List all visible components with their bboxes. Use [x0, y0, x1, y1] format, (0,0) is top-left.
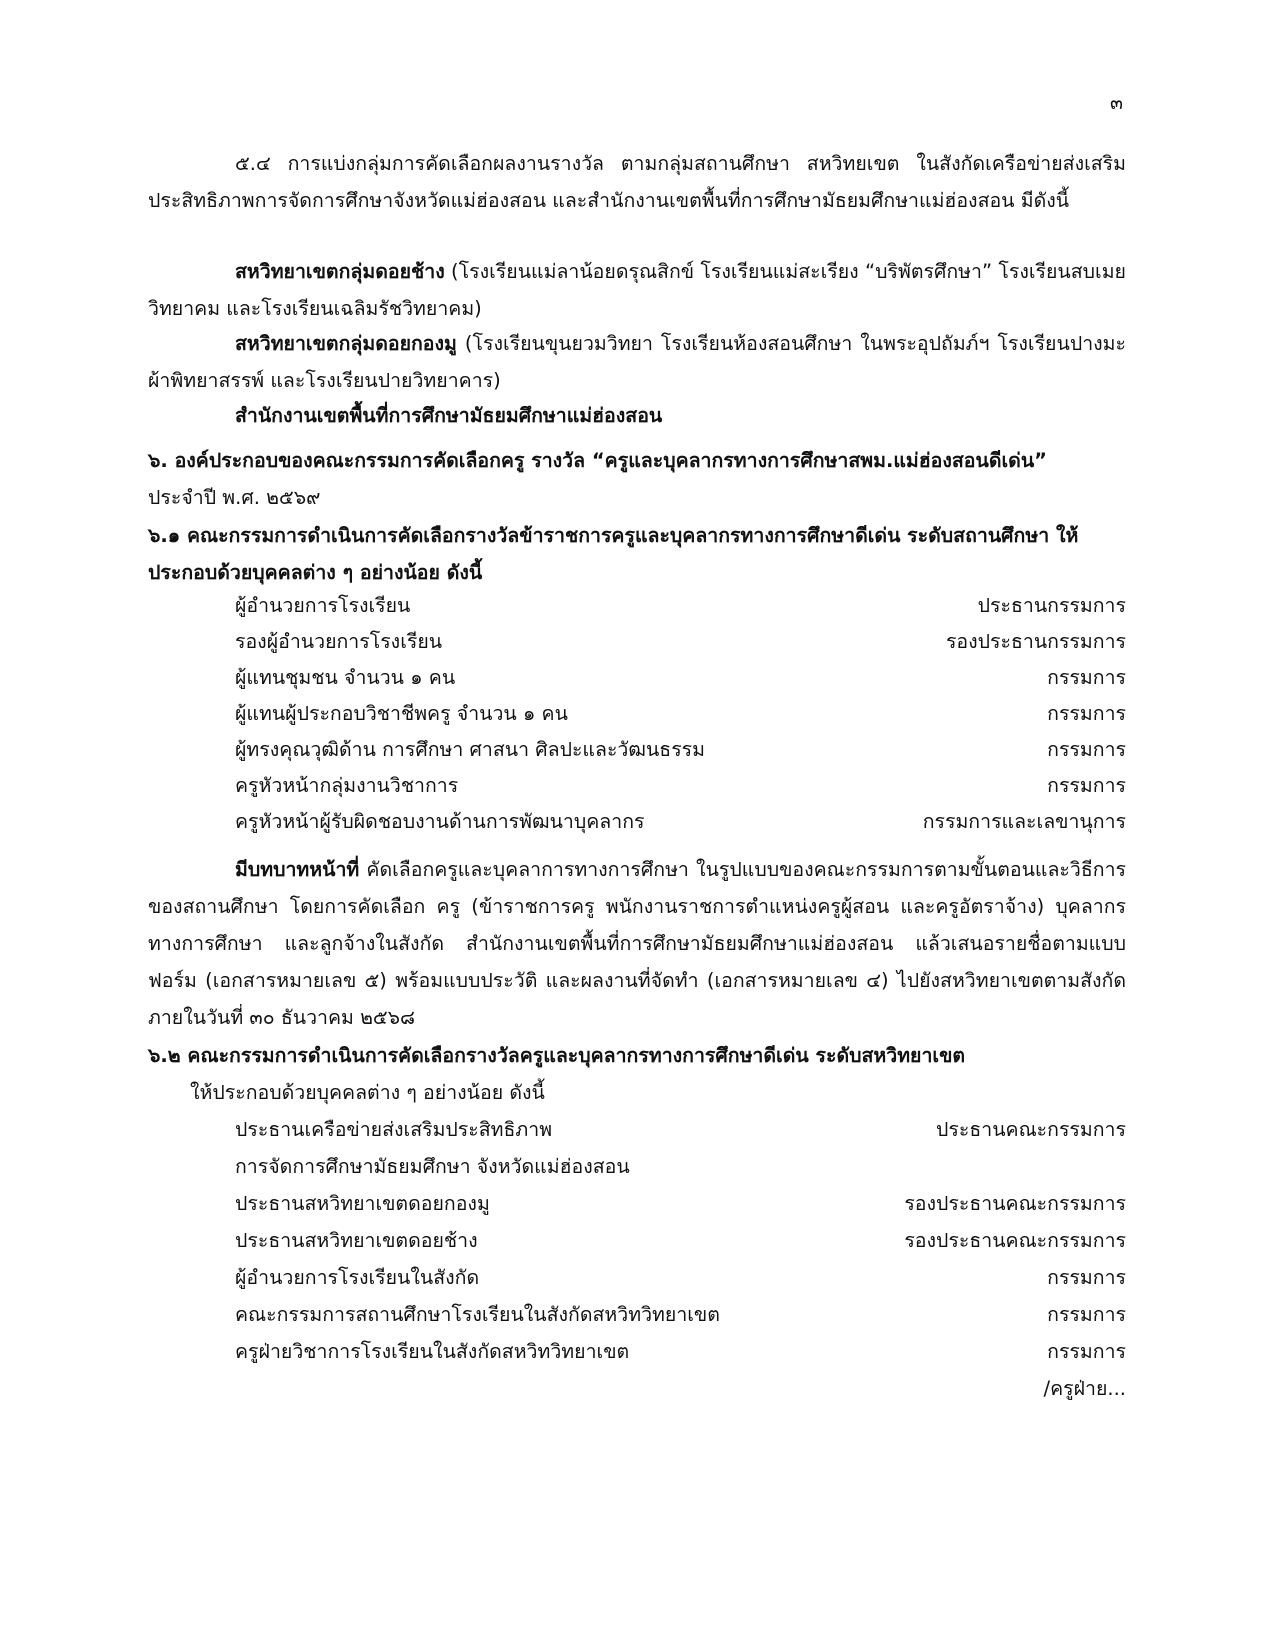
s62-member-row	[235, 1112, 1126, 1148]
member-role: รองประธานคณะกรรมการ	[904, 1229, 1126, 1252]
s61-member-row	[235, 804, 1126, 840]
member-role: กรรมการ	[1047, 1266, 1126, 1289]
member-name: ประธานสหวิทยาเขตดอยช้าง	[235, 1229, 478, 1252]
s61-member-row	[235, 660, 1126, 696]
member-role: กรรมการ	[1047, 1303, 1126, 1326]
page-number: ๓	[1110, 92, 1123, 114]
section-6-heading: ๖. องค์ประกอบของคณะกรรมการคัดเลือกครู รางวัล “ครูและบุคลากรทางการศึกษาสพม.แม่ฮ่องสอนดีเด่น”	[148, 449, 1047, 472]
duty-label: มีบทบาทหน้าที่	[235, 858, 360, 881]
s62-member-row	[235, 1334, 1126, 1370]
section-6-2-subtitle: ให้ประกอบด้วยบุคคลต่าง ๆ อย่างน้อย ดังนี้	[190, 1081, 545, 1104]
group-doikongmu-schools: (โรงเรียนขุนยวมวิทยา โรงเรียนห้องสอนศึกษา ในพระอุปถัมภ์ฯ โรงเรียนปางมะผ้าพิทยาสรรพ์ และโรงเรียนปายวิทยาคาร)	[148, 332, 1126, 392]
section-5-4-paragraph: ๕.๔ การแบ่งกลุ่มการคัดเลือกผลงานรางวัล ตามกลุ่มสถานศึกษา สหวิทยเขต ในสังกัดเครือข่ายส่งเสริมประสิทธิภาพการจัดการศึกษาจังหวัดแม่ฮ่องสอน และสำนักงานเขตพื้นที่การศึกษามัธยมศึกษาแม่ฮ่องสอน มีดังนี้	[148, 152, 1126, 212]
group-doichang-schools: (โรงเรียนแม่ลาน้อยดรุณสิกข์ โรงเรียนแม่สะเรียง “บริพัตรศึกษา” โรงเรียนสบเมยวิทยาคม และโรงเรียนเฉลิมรัชวิทยาคม)	[148, 260, 1126, 320]
section-6-2-heading: ๖.๒ คณะกรรมการดำเนินการคัดเลือกรางวัลครูและบุคลากรทางการศึกษาดีเด่น ระดับสหวิทยาเขต	[148, 1044, 966, 1067]
section-6-1-heading: ๖.๑ คณะกรรมการดำเนินการคัดเลือกรางวัลข้าราชการครูและบุคลากรทางการศึกษาดีเด่น ระดับสถานศึกษา ให้ประกอบด้วยบุคคลต่าง ๆ อย่างน้อย ดังนี้	[148, 524, 1079, 584]
member-name: การจัดการศึกษามัธยมศึกษา จังหวัดแม่ฮ่องสอน	[235, 1155, 630, 1178]
member-role: กรรมการ	[1047, 702, 1126, 725]
member-name: ครูฝ่ายวิชาการโรงเรียนในสังกัดสหวิทวิทยาเขต	[235, 1340, 630, 1363]
s62-member-row	[235, 1149, 1126, 1185]
s61-member-row	[235, 768, 1126, 804]
s62-member-row	[235, 1223, 1126, 1259]
duty-paragraph	[148, 851, 1126, 1036]
member-name: ครูหัวหน้ากลุ่มงานวิชาการ	[235, 774, 459, 797]
member-role: กรรมการ	[1047, 738, 1126, 761]
member-role: กรรมการและเลขานุการ	[922, 810, 1126, 833]
s61-member-row	[235, 732, 1126, 768]
member-name: ผู้อำนวยการโรงเรียนในสังกัด	[235, 1266, 480, 1289]
group-office-name: สำนักงานเขตพื้นที่การศึกษามัธยมศึกษาแม่ฮ่องสอน	[235, 404, 663, 427]
s62-member-row	[235, 1297, 1126, 1333]
member-role: ประธานคณะกรรมการ	[936, 1118, 1126, 1141]
group-doichang-paragraph	[148, 253, 1126, 327]
group-doikongmu-name: สหวิทยาเขตกลุ่มดอยกองมู	[235, 332, 457, 355]
s61-member-row	[235, 588, 1126, 624]
member-name: ประธานสหวิทยาเขตดอยกองมู	[235, 1192, 490, 1215]
member-name: ผู้ทรงคุณวุฒิด้าน การศึกษา ศาสนา ศิลปะและวัฒนธรรม	[235, 738, 706, 761]
member-name: คณะกรรมการสถานศึกษาโรงเรียนในสังกัดสหวิทวิทยาเขต	[235, 1303, 720, 1326]
member-role: กรรมการ	[1047, 774, 1126, 797]
member-name: ผู้อำนวยการโรงเรียน	[235, 594, 411, 617]
member-name: ครูหัวหน้าผู้รับผิดชอบงานด้านการพัฒนาบุคลากร	[235, 810, 645, 833]
member-name: ผู้แทนชุมชน จำนวน ๑ คน	[235, 666, 456, 689]
s62-member-row	[235, 1186, 1126, 1222]
group-doichang-name: สหวิทยาเขตกลุ่มดอยช้าง	[235, 260, 445, 283]
member-role: ประธานกรรมการ	[977, 594, 1126, 617]
group-doikongmu-paragraph	[148, 325, 1126, 399]
s61-member-row	[235, 624, 1126, 660]
s62-member-row	[235, 1260, 1126, 1296]
section-6-subtitle: ประจำปี พ.ศ. ๒๕๖๙	[148, 486, 321, 509]
member-role: กรรมการ	[1047, 1340, 1126, 1363]
member-name: รองผู้อำนวยการโรงเรียน	[235, 630, 443, 653]
member-name: ผู้แทนผู้ประกอบวิชาชีพครู จำนวน ๑ คน	[235, 702, 568, 725]
duty-text: คัดเลือกครูและบุคลาการทางการศึกษา ในรูปแบบของคณะกรรมการตามขั้นตอนและวิธีการของสถานศึกษา โดยการคัดเลือก ครู (ข้าราชการครู พนักงานราชการตำแหน่งครูผู้สอน และครูอัตราจ้าง) บุคลากรทางการศึกษา และลูกจ้างในสังกัด สำนักงานเขตพื้นที่การศึกษามัธยมศึกษาแม่ฮ่องสอน แล้วเสนอรายชื่อตามแบบฟอร์ม (เอกสารหมายเลข ๕) พร้อมแบบประวัติ และผลงานที่จัดทำ (เอกสารหมายเลข ๔) ไปยังสหวิทยาเขตตามสังกัด ภายในวันที่ ๓๐ ธันวาคม ๒๕๖๘	[148, 858, 1126, 1029]
member-role: รองประธานคณะกรรมการ	[904, 1192, 1126, 1215]
member-role: กรรมการ	[1047, 666, 1126, 689]
continuation-marker: /ครูฝ่าย...	[1043, 1377, 1126, 1400]
member-role: รองประธานกรรมการ	[945, 630, 1126, 653]
member-name: ประธานเครือข่ายส่งเสริมประสิทธิภาพ	[235, 1118, 553, 1141]
s61-member-row	[235, 696, 1126, 732]
